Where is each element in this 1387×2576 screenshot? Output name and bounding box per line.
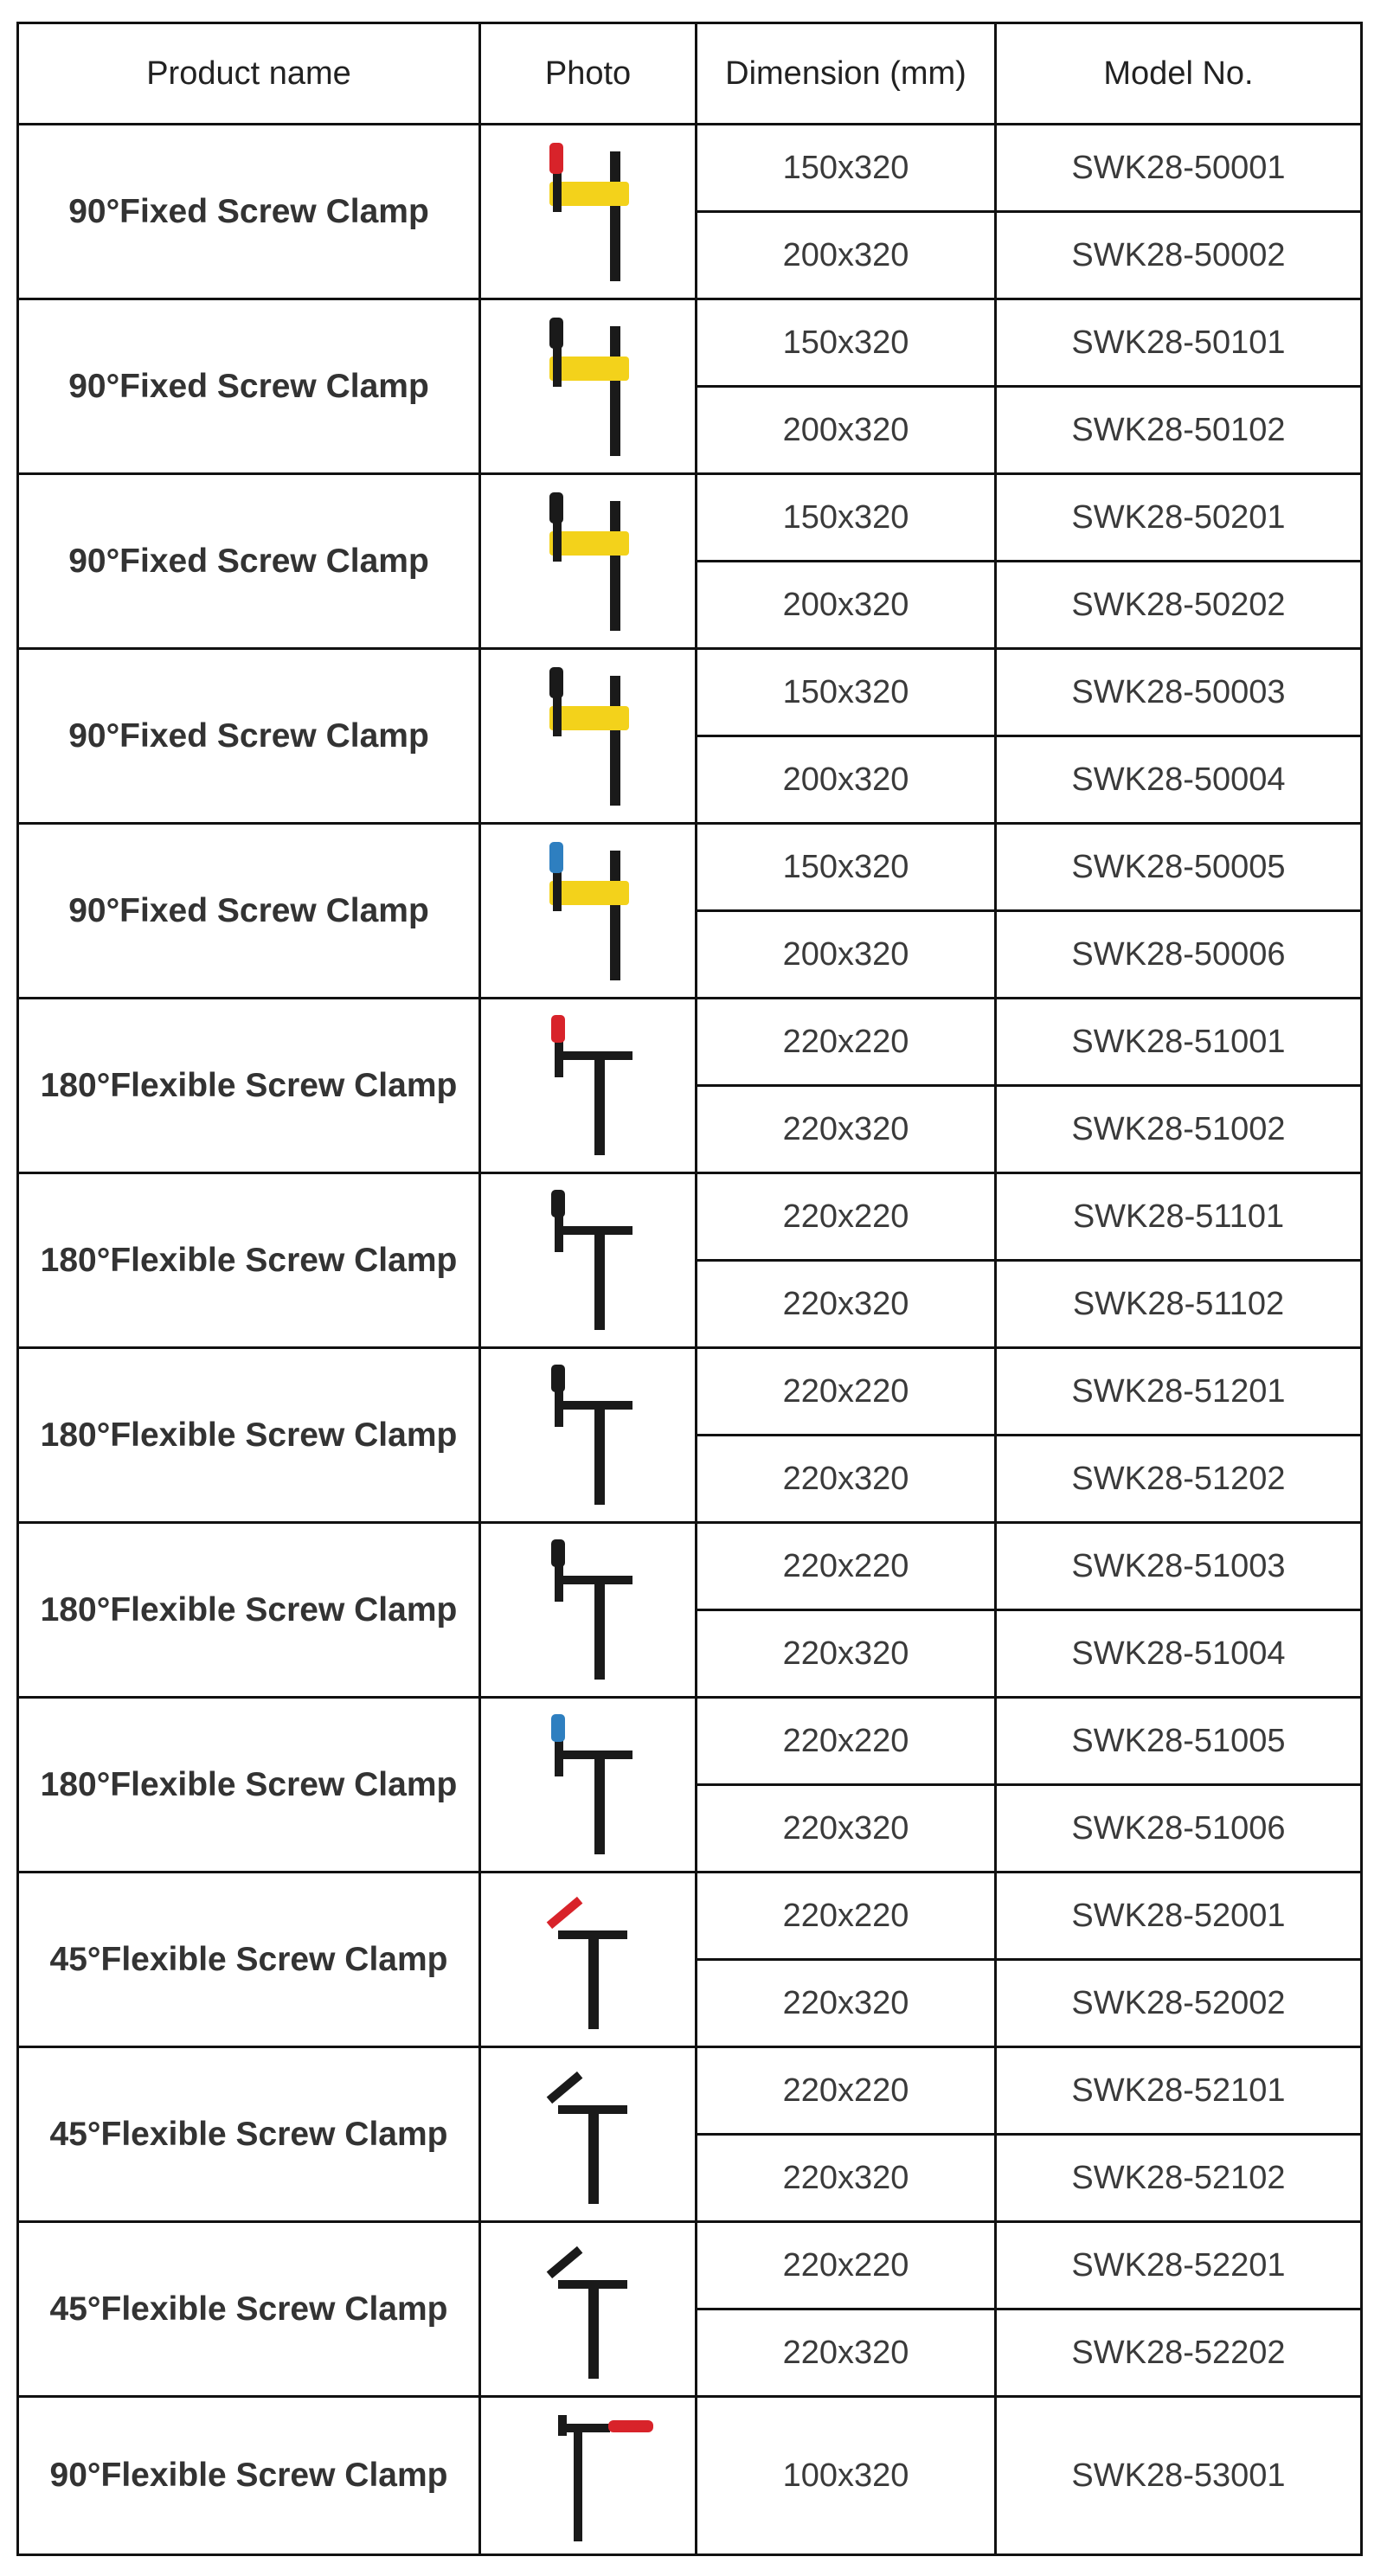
black-clamp-knob-icon — [523, 1358, 653, 1513]
yellow-clamp-quick-lever-icon — [523, 658, 653, 814]
model-cell: SWK28-50005 — [996, 824, 1362, 911]
product-name: 90°Fixed Screw Clamp — [18, 824, 480, 999]
model-cell: SWK28-52102 — [996, 2135, 1362, 2222]
table-row — [18, 1523, 1362, 1610]
table-row — [18, 824, 1362, 911]
dimension-cell: 220x220 — [697, 1873, 996, 1960]
header-product-name: Product name — [18, 23, 480, 125]
yellow-clamp-blue-handle-icon — [523, 833, 653, 989]
table-row — [18, 474, 1362, 562]
table-body — [18, 125, 1362, 2555]
model-cell: SWK28-50201 — [996, 474, 1362, 562]
product-photo — [480, 824, 697, 999]
dimension-cell: 200x320 — [697, 387, 996, 474]
table-row — [18, 2047, 1362, 2135]
table-row — [18, 1173, 1362, 1261]
product-name: 90°Flexible Screw Clamp — [18, 2397, 480, 2555]
dimension-cell: 220x220 — [697, 1523, 996, 1610]
model-cell: SWK28-51005 — [996, 1698, 1362, 1785]
product-photo — [480, 1348, 697, 1523]
model-cell: SWK28-50202 — [996, 562, 1362, 649]
table-row — [18, 2222, 1362, 2309]
dimension-cell: 220x320 — [697, 2135, 996, 2222]
model-cell: SWK28-51202 — [996, 1436, 1362, 1523]
model-cell: SWK28-51003 — [996, 1523, 1362, 1610]
table-row — [18, 1348, 1362, 1436]
header-row — [18, 23, 1362, 125]
dimension-cell: 220x320 — [697, 1610, 996, 1698]
dimension-cell: 220x320 — [697, 1960, 996, 2047]
model-cell: SWK28-50004 — [996, 736, 1362, 824]
product-photo — [480, 1698, 697, 1873]
product-photo — [480, 649, 697, 824]
table-row — [18, 125, 1362, 212]
table-row — [18, 1873, 1362, 1960]
dimension-cell: 220x220 — [697, 1698, 996, 1785]
product-photo — [480, 1173, 697, 1348]
dimension-cell: 220x320 — [697, 2309, 996, 2397]
dimension-cell: 220x220 — [697, 1348, 996, 1436]
model-cell: SWK28-52201 — [996, 2222, 1362, 2309]
dimension-cell: 200x320 — [697, 562, 996, 649]
model-cell: SWK28-51201 — [996, 1348, 1362, 1436]
product-name: 45°Flexible Screw Clamp — [18, 1873, 480, 2047]
model-cell: SWK28-53001 — [996, 2397, 1362, 2555]
black-clamp-quick-lever-icon — [523, 1532, 653, 1688]
angled-clamp-knob-icon — [523, 2232, 653, 2387]
dimension-cell: 220x220 — [697, 1173, 996, 1261]
dimension-cell: 220x320 — [697, 1086, 996, 1173]
yellow-clamp-knob-icon — [523, 484, 653, 639]
product-spec-table — [16, 22, 1363, 2556]
dimension-cell: 220x220 — [697, 2047, 996, 2135]
product-photo — [480, 1523, 697, 1698]
model-cell: SWK28-51006 — [996, 1785, 1362, 1873]
model-cell: SWK28-51002 — [996, 1086, 1362, 1173]
product-name: 180°Flexible Screw Clamp — [18, 1698, 480, 1873]
product-name: 45°Flexible Screw Clamp — [18, 2047, 480, 2222]
model-cell: SWK28-50006 — [996, 911, 1362, 999]
header-model-no: Model No. — [996, 23, 1362, 125]
model-cell: SWK28-52101 — [996, 2047, 1362, 2135]
header-dimension: Dimension (mm) — [697, 23, 996, 125]
product-photo — [480, 2397, 697, 2555]
dimension-cell: 220x320 — [697, 1436, 996, 1523]
table-row — [18, 2397, 1362, 2555]
dimension-cell: 100x320 — [697, 2397, 996, 2555]
product-photo — [480, 299, 697, 474]
yellow-clamp-t-bar-icon — [523, 309, 653, 465]
product-name: 180°Flexible Screw Clamp — [18, 1348, 480, 1523]
product-photo — [480, 125, 697, 299]
dimension-cell: 220x220 — [697, 999, 996, 1086]
product-photo — [480, 2047, 697, 2222]
dimension-cell: 150x320 — [697, 474, 996, 562]
product-photo — [480, 1873, 697, 2047]
dimension-cell: 150x320 — [697, 299, 996, 387]
product-name: 180°Flexible Screw Clamp — [18, 999, 480, 1173]
model-cell: SWK28-51004 — [996, 1610, 1362, 1698]
horizontal-clamp-red-handle-icon — [523, 2398, 653, 2554]
model-cell: SWK28-51102 — [996, 1261, 1362, 1348]
product-photo — [480, 2222, 697, 2397]
product-name: 180°Flexible Screw Clamp — [18, 1173, 480, 1348]
black-clamp-red-handle-icon — [523, 1008, 653, 1164]
black-clamp-blue-handle-icon — [523, 1707, 653, 1863]
product-name: 90°Fixed Screw Clamp — [18, 125, 480, 299]
model-cell: SWK28-50001 — [996, 125, 1362, 212]
dimension-cell: 200x320 — [697, 911, 996, 999]
dimension-cell: 200x320 — [697, 736, 996, 824]
dimension-cell: 200x320 — [697, 212, 996, 299]
table-row — [18, 1698, 1362, 1785]
table-row — [18, 299, 1362, 387]
dimension-cell: 220x320 — [697, 1261, 996, 1348]
model-cell: SWK28-50102 — [996, 387, 1362, 474]
table-row — [18, 649, 1362, 736]
model-cell: SWK28-51101 — [996, 1173, 1362, 1261]
product-photo — [480, 999, 697, 1173]
angled-clamp-red-handle-icon — [523, 1882, 653, 2038]
model-cell: SWK28-51001 — [996, 999, 1362, 1086]
model-cell: SWK28-50003 — [996, 649, 1362, 736]
product-name: 90°Fixed Screw Clamp — [18, 299, 480, 474]
black-clamp-t-bar-icon — [523, 1183, 653, 1339]
product-name: 45°Flexible Screw Clamp — [18, 2222, 480, 2397]
product-photo — [480, 474, 697, 649]
model-cell: SWK28-50002 — [996, 212, 1362, 299]
model-cell: SWK28-50101 — [996, 299, 1362, 387]
dimension-cell: 220x320 — [697, 1785, 996, 1873]
dimension-cell: 150x320 — [697, 649, 996, 736]
yellow-clamp-red-handle-icon — [523, 134, 653, 290]
dimension-cell: 150x320 — [697, 125, 996, 212]
model-cell: SWK28-52001 — [996, 1873, 1362, 1960]
model-cell: SWK28-52002 — [996, 1960, 1362, 2047]
product-name: 90°Fixed Screw Clamp — [18, 649, 480, 824]
dimension-cell: 220x220 — [697, 2222, 996, 2309]
product-name: 90°Fixed Screw Clamp — [18, 474, 480, 649]
table-row — [18, 999, 1362, 1086]
header-photo: Photo — [480, 23, 697, 125]
dimension-cell: 150x320 — [697, 824, 996, 911]
angled-clamp-t-bar-icon — [523, 2057, 653, 2213]
product-name: 180°Flexible Screw Clamp — [18, 1523, 480, 1698]
model-cell: SWK28-52202 — [996, 2309, 1362, 2397]
